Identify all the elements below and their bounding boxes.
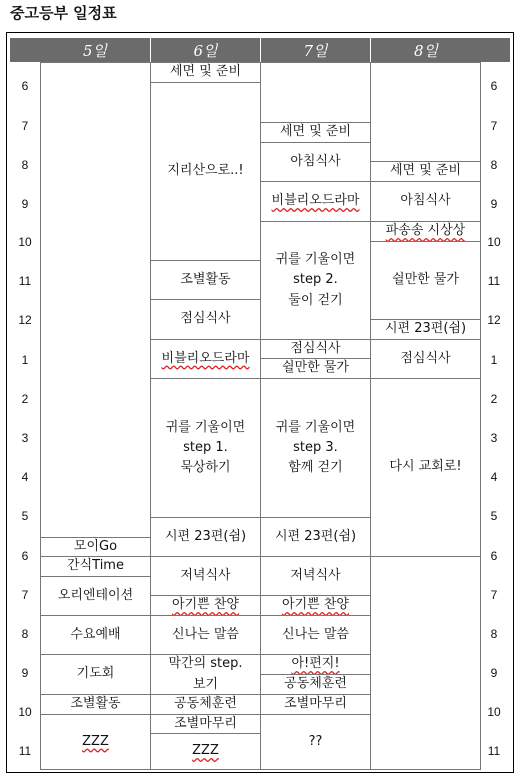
day-header-8: 8일 [371, 38, 481, 62]
day5-orientation: 오리엔테이션 [40, 576, 151, 615]
day6-lunch: 점심식사 [150, 299, 261, 339]
day7-community: 공동체훈련 [260, 674, 371, 694]
day8-empty-bottom [370, 556, 481, 770]
page-title: 중고등부 일정표 [10, 4, 117, 22]
day7-word: 신나는 말씀 [260, 615, 371, 654]
day7-water: 쉴만한 물가 [260, 358, 371, 378]
day6-psalm: 시편 23편(쉼) [150, 517, 261, 556]
day8-breakfast: 아침식사 [370, 181, 481, 221]
day6-wake: 세면 및 준비 [150, 62, 261, 82]
day6-jiri: 지리산으로..! [150, 82, 261, 260]
hour-label: 4 [21, 470, 29, 484]
day7-empty [260, 62, 371, 122]
day5-worship: 수요예배 [40, 615, 151, 654]
header-edge-right [481, 38, 510, 62]
hour-label: 2 [490, 392, 498, 406]
hour-label: 7 [21, 119, 29, 133]
hour-label: 6 [21, 549, 29, 563]
hour-label: 8 [21, 158, 29, 172]
day7-bible: 비블리오드라마 [260, 181, 371, 221]
day6-word: 신나는 말씀 [150, 615, 261, 654]
hour-label: 2 [21, 392, 29, 406]
hour-label: 4 [490, 470, 498, 484]
day6-bible: 비블리오드라마 [150, 339, 261, 378]
hour-label: 7 [21, 588, 29, 602]
hour-label: 8 [490, 158, 498, 172]
hour-label: 1 [21, 353, 29, 367]
day8-church: 다시 교회로! [370, 378, 481, 556]
hour-label: 9 [21, 197, 29, 211]
day5-group: 조별활동 [40, 694, 151, 714]
hour-label: 5 [490, 509, 498, 523]
hour-label: 12 [487, 313, 501, 327]
day7-psalm: 시편 23편(쉼) [260, 517, 371, 556]
day5-empty [40, 62, 151, 537]
hour-label: 9 [21, 666, 29, 680]
day7-dinner: 저녁식사 [260, 556, 371, 595]
day7-lunch: 점심식사 [260, 339, 371, 358]
hour-label: 10 [18, 705, 32, 719]
hour-label: 3 [21, 431, 29, 445]
day7-breakfast: 아침식사 [260, 142, 371, 181]
day6-sleep: ZZZ [150, 733, 261, 770]
day7-ear3: 귀를 기울이면 step 3. 함께 걷기 [260, 378, 371, 517]
hour-label: 9 [490, 666, 498, 680]
day7-wrap: 조별마무리 [260, 694, 371, 714]
hour-label: 11 [487, 744, 501, 758]
day5-snack: 간식Time [40, 556, 151, 576]
day6-ear: 귀를 기울이면 step 1. 묵상하기 [150, 378, 261, 517]
day-header-6: 6일 [151, 38, 260, 62]
day8-wake: 세면 및 준비 [370, 161, 481, 181]
hour-label: 8 [21, 627, 29, 641]
day-header-7: 7일 [261, 38, 370, 62]
day8-water: 쉴만한 물가 [370, 241, 481, 319]
day7-praise: 아기쁜 찬양 [260, 595, 371, 615]
day8-lunch: 점심식사 [370, 339, 481, 378]
hour-label: 5 [21, 509, 29, 523]
hour-label: 1 [490, 353, 498, 367]
day7-ear: 귀를 기울이면 step 2. 둘이 걷기 [260, 221, 371, 339]
hour-label: 9 [490, 197, 498, 211]
hour-label: 10 [487, 705, 501, 719]
hour-label: 11 [18, 744, 32, 758]
day6-praise: 아기쁜 찬양 [150, 595, 261, 615]
day8-empty [370, 62, 481, 161]
hour-label: 11 [18, 274, 32, 288]
hour-label: 10 [18, 235, 32, 249]
day5-gathering: 모이Go [40, 537, 151, 556]
day6-drama: 막간의 step. 보기 [150, 654, 261, 694]
day6-community: 공동체훈련 [150, 694, 261, 714]
day8-psalm: 시편 23편(쉼) [370, 319, 481, 339]
hour-label: 12 [18, 313, 32, 327]
hour-label: 7 [490, 119, 498, 133]
hour-label: 6 [490, 549, 498, 563]
day6-dinner: 저녁식사 [150, 556, 261, 595]
hour-label: 6 [490, 79, 498, 93]
day-header-5: 5일 [40, 38, 150, 62]
day5-sleep: ZZZ [40, 714, 151, 770]
day6-group: 조별활동 [150, 260, 261, 299]
header-edge-left [10, 38, 40, 62]
day6-wrap: 조별마무리 [150, 714, 261, 733]
hour-label: 8 [490, 627, 498, 641]
day7-letter: 아!편지! [260, 654, 371, 674]
hour-label: 7 [490, 588, 498, 602]
hour-label: 3 [490, 431, 498, 445]
day8-send: 파송송 시상상 [370, 221, 481, 241]
day7-question: ?? [260, 714, 371, 770]
hour-label: 6 [21, 79, 29, 93]
day7-wake: 세면 및 준비 [260, 122, 371, 142]
hour-label: 11 [487, 274, 501, 288]
day5-prayer: 기도회 [40, 654, 151, 694]
hour-label: 10 [487, 235, 501, 249]
